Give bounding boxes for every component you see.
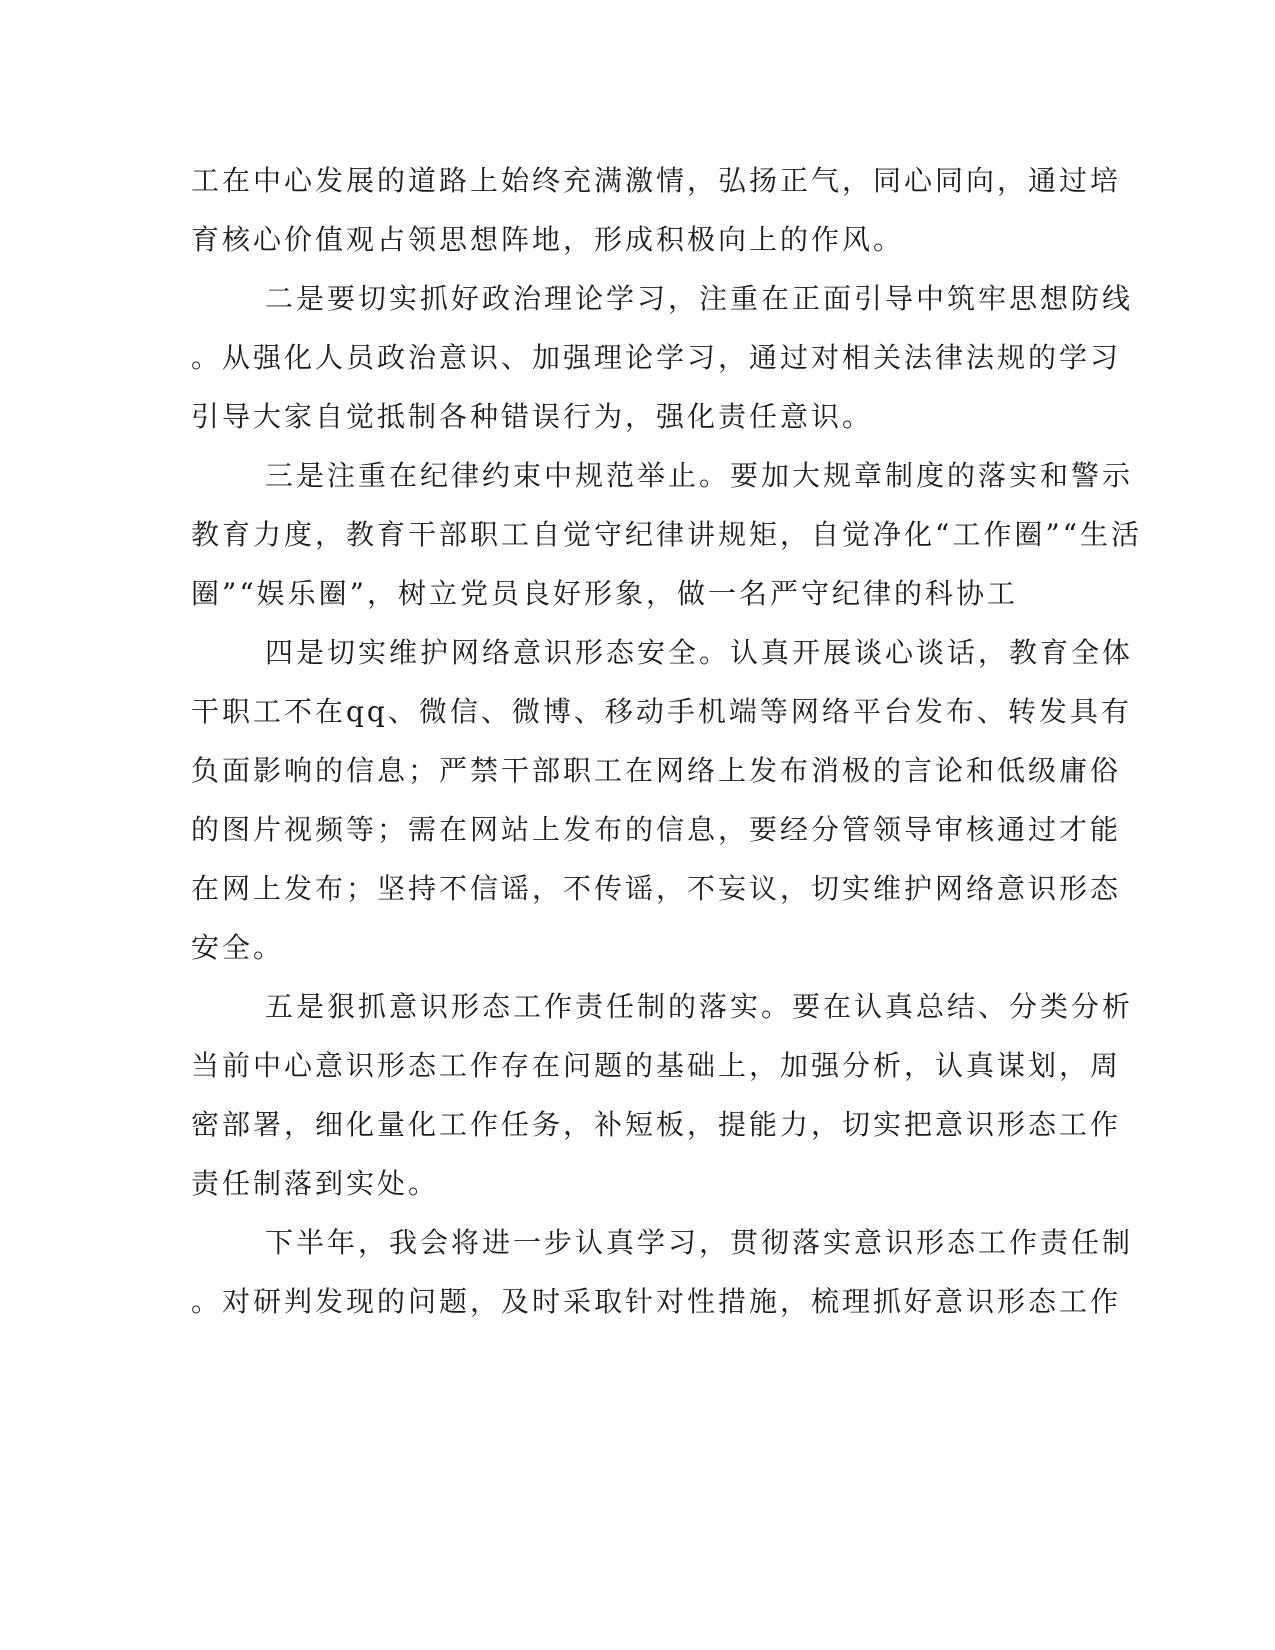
text-line: 的图片视频等；需在网站上发布的信息，要经分管领导审核通过才能 (191, 813, 1122, 846)
paragraph-start-line: 下半年，我会将进一步认真学习，贯彻落实意识形态工作责任制 (265, 1226, 1134, 1259)
paragraph-start-line: 三是注重在纪律约束中规范举止。要加大规章制度的落实和警示 (265, 459, 1134, 492)
text-line: 引导大家自觉抵制各种错误行为，强化责任意识。 (191, 400, 874, 433)
text-line: 责任制落到实处。 (191, 1167, 440, 1200)
paragraph-start-line: 四是切实维护网络意识形态安全。认真开展谈心谈话，教育全体 (265, 636, 1134, 669)
text-line: 。对研判发现的问题，及时采取针对性措施，梳理抓好意识形态工作 (191, 1285, 1122, 1318)
text-line: 工在中心发展的道路上始终充满激情，弘扬正气，同心同向，通过培 (191, 164, 1122, 197)
text-line: 负面影响的信息；严禁干部职工在网络上发布消极的言论和低级庸俗 (191, 754, 1122, 787)
text-line: 干职工不在qq、微信、微博、移动手机端等网络平台发布、转发具有 (191, 695, 1132, 728)
text-line: 育核心价值观占领思想阵地，形成积极向上的作风。 (191, 223, 905, 256)
text-line: 安全。 (191, 931, 285, 964)
text-line: 密部署，细化量化工作任务，补短板，提能力，切实把意识形态工作 (191, 1108, 1122, 1141)
text-line: 当前中心意识形态工作存在问题的基础上，加强分析，认真谋划，周 (191, 1049, 1122, 1082)
paragraph-start-line: 五是狠抓意识形态工作责任制的落实。要在认真总结、分类分析 (265, 990, 1134, 1023)
text-line: 。从强化人员政治意识、加强理论学习，通过对相关法律法规的学习 (191, 341, 1122, 374)
text-line: 教育力度，教育干部职工自觉守纪律讲规矩，自觉净化“工作圈”“生活 (191, 518, 1142, 551)
text-line: 圈”“娱乐圈”，树立党员良好形象，做一名严守纪律的科协工 (191, 577, 1018, 610)
text-line: 在网上发布；坚持不信谣，不传谣，不妄议，切实维护网络意识形态 (191, 872, 1122, 905)
paragraph-start-line: 二是要切实抓好政治理论学习，注重在正面引导中筑牢思想防线 (265, 282, 1134, 315)
